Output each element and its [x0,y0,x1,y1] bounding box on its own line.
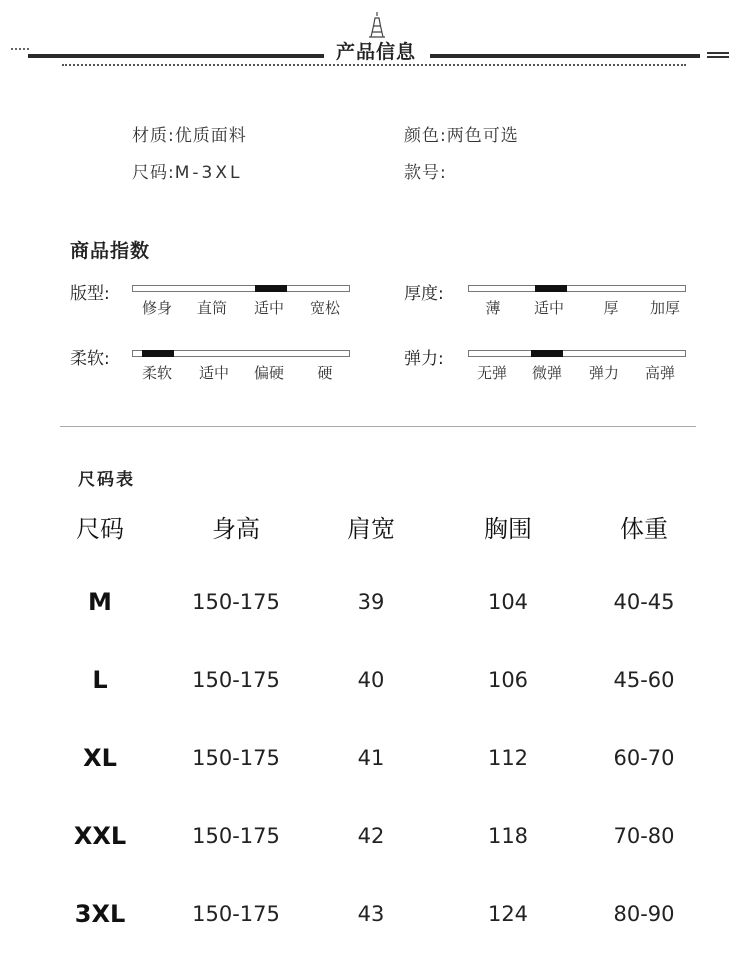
info-color [404,121,519,146]
size-table-cell: 150-175 [192,746,280,770]
info-size [132,158,242,183]
size-table-cell-size: XXL [73,822,127,850]
rating-thickness-marker [535,285,567,292]
rating-elasticity-bar [468,350,686,357]
rating-fit-option: 宽松 [309,299,341,317]
size-table-cell: 150-175 [192,590,280,614]
size-table-cell-size: 3XL [74,900,126,928]
size-table-cell: 41 [357,746,385,770]
rating-fit-bar [132,285,350,292]
size-table-cell: 80-90 [613,902,675,926]
rating-thickness-label: 厚度: [404,284,444,304]
info-style-no [404,158,447,183]
size-table-cell: 42 [357,824,385,848]
size-table-cell-size: XL [83,744,117,772]
section-divider [60,426,696,427]
info-material-label: 材质: [132,126,175,146]
rating-elasticity-option: 微弹 [531,364,563,382]
size-table-cell: 124 [487,902,529,926]
size-table-cell: 39 [357,590,385,614]
rating-softness-option: 硬 [317,364,333,382]
header-rule-right [430,54,700,58]
rating-thickness-option: 薄 [485,299,501,317]
header-dotted-rule [62,64,686,66]
rating-softness-option: 偏硬 [253,364,285,382]
rating-softness-option: 适中 [198,364,230,382]
info-material [132,121,247,146]
info-size-label: 尺码: [132,163,175,183]
size-table-title: 尺码表 [78,470,135,490]
rating-softness-option: 柔软 [141,364,173,382]
rating-elasticity-marker [531,350,563,357]
size-table-cell: 150-175 [192,824,280,848]
header-rule-left [28,54,324,58]
rating-thickness-bar [468,285,686,292]
info-style-no-label: 款号: [404,163,447,183]
rating-thickness-option: 加厚 [649,299,681,317]
info-size-value: M-3XL [174,163,243,183]
index-section-title: 商品指数 [70,240,151,262]
rating-elasticity-option: 高弹 [644,364,676,382]
page-title: 产品信息 [335,41,416,63]
size-table-cell: 40 [357,668,385,692]
info-material-value: 优质面料 [174,126,247,146]
size-table-cell: 43 [357,902,385,926]
size-table-cell-size: M [88,588,112,616]
size-table-cell: 118 [487,824,529,848]
size-table-cell-size: L [92,666,108,694]
info-color-label: 颜色: [404,126,447,146]
rating-fit-option: 直筒 [196,299,228,317]
size-table-cell: 40-45 [613,590,675,614]
size-table-cell: 150-175 [192,902,280,926]
rating-fit-option: 修身 [141,299,173,317]
size-table-cell: 106 [487,668,529,692]
rating-softness-marker [142,350,174,357]
size-table-header: 胸围 [484,515,532,543]
rating-elasticity-option: 无弹 [476,364,508,382]
eiffel-tower-icon [366,12,388,38]
size-table-header: 体重 [620,515,668,543]
rating-fit-option: 适中 [253,299,285,317]
rating-softness-bar [132,350,350,357]
size-table-header: 身高 [212,515,260,543]
rating-fit-marker [255,285,287,292]
rating-elasticity-option: 弹力 [588,364,620,382]
size-table-cell: 45-60 [613,668,675,692]
rating-elasticity-label: 弹力: [404,349,444,369]
size-table-cell: 112 [487,746,529,770]
size-table-header: 尺码 [76,515,124,543]
size-table-cell: 70-80 [613,824,675,848]
size-table-header: 肩宽 [347,515,395,543]
rating-thickness-option: 适中 [533,299,565,317]
rating-fit-label: 版型: [70,284,110,304]
size-table-cell: 150-175 [192,668,280,692]
header-right-marks [707,52,729,60]
header-left-dots [11,48,29,50]
size-table-cell: 104 [487,590,529,614]
rating-thickness-option: 厚 [603,299,619,317]
rating-softness-label: 柔软: [70,349,110,369]
size-table-cell: 60-70 [613,746,675,770]
info-color-value: 两色可选 [446,126,519,146]
